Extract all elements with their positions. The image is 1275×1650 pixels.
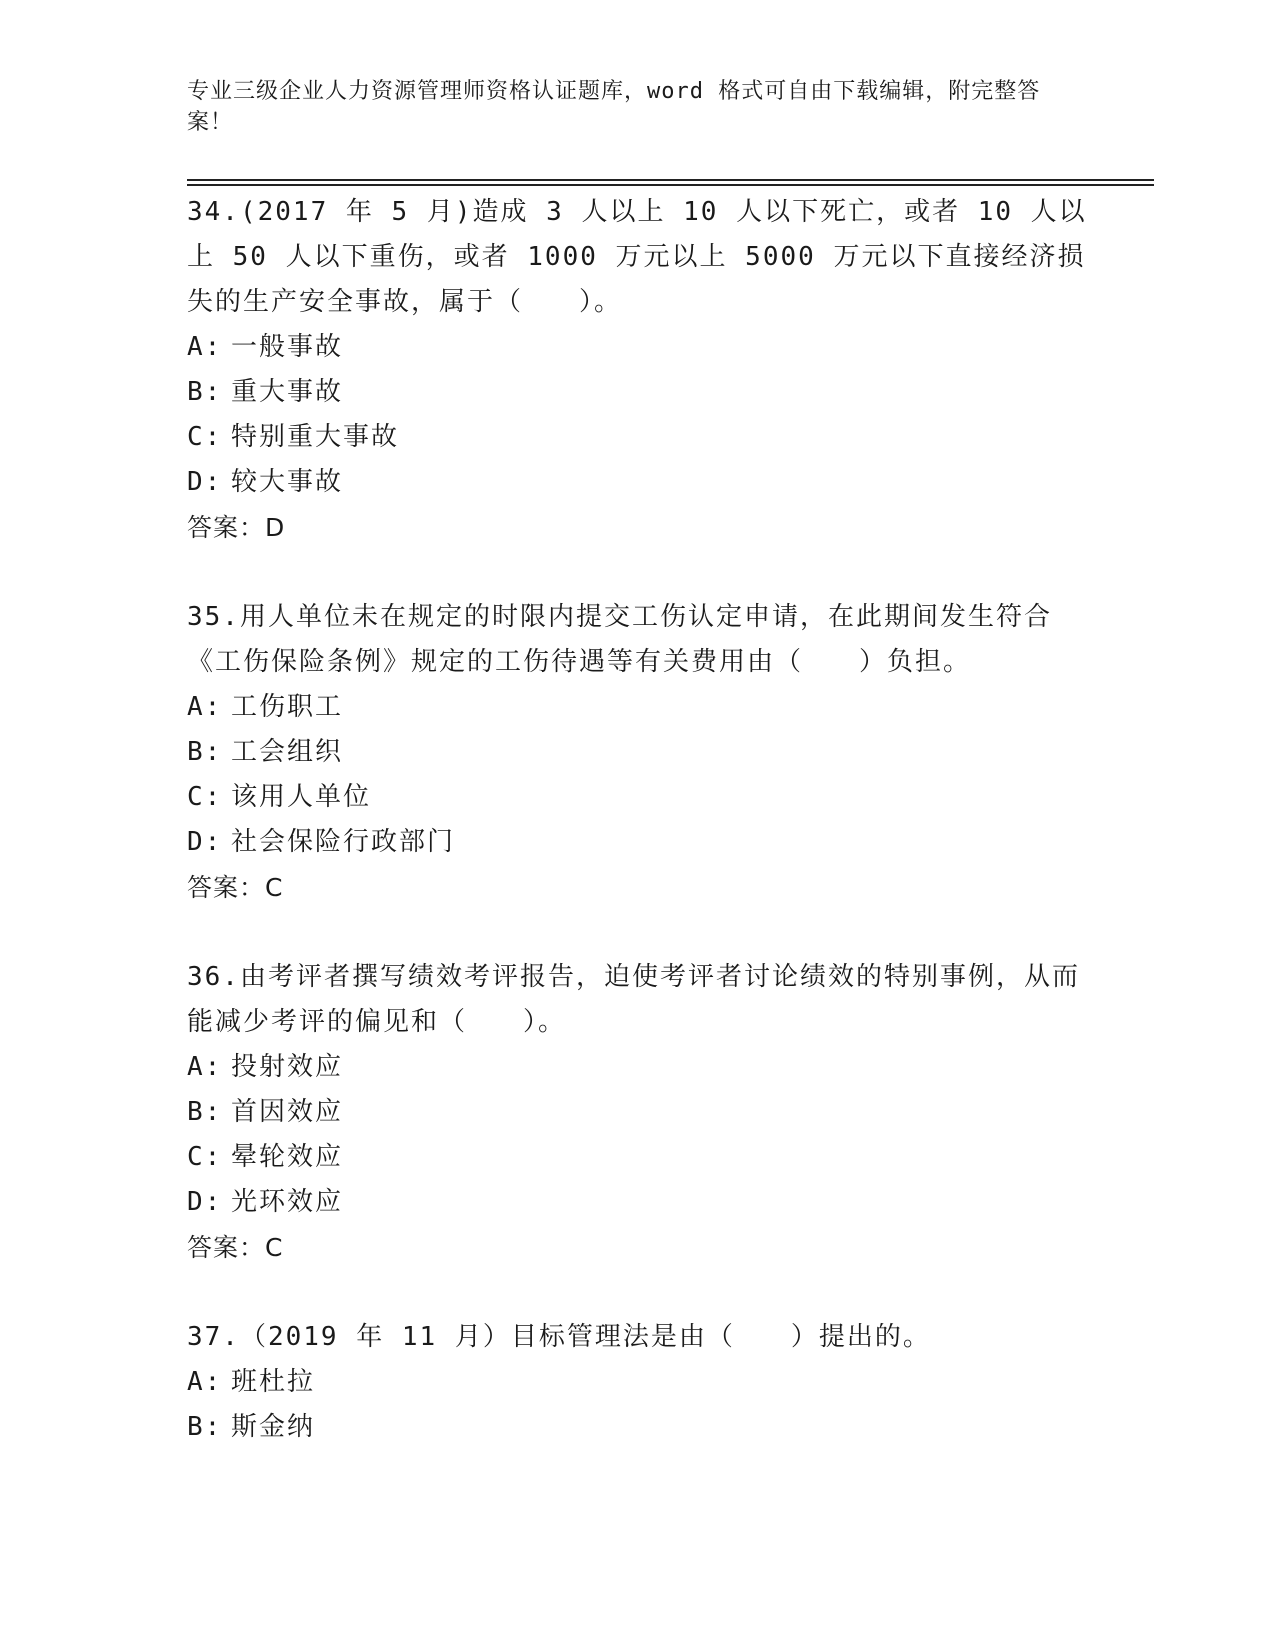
option-text: 首因效应	[231, 1097, 344, 1127]
option-d	[187, 820, 1087, 865]
option-letter: C:	[187, 1142, 223, 1172]
question-36	[187, 955, 1087, 1270]
option-letter: A:	[187, 1052, 223, 1082]
option-letter: D:	[187, 827, 223, 857]
option-letter: B:	[187, 1412, 223, 1442]
option-text: 社会保险行政部门	[231, 827, 456, 857]
option-a	[187, 1360, 1087, 1405]
option-b	[187, 370, 1087, 415]
option-letter: B:	[187, 1097, 223, 1127]
option-text: 重大事故	[231, 377, 344, 407]
option-text: 该用人单位	[231, 782, 372, 812]
question-34	[187, 190, 1087, 550]
question-stem: 36.由考评者撰写绩效考评报告，迫使考评者讨论绩效的特别事例，从而能减少考评的偏见和（ ）。	[187, 962, 1080, 1037]
option-a	[187, 1045, 1087, 1090]
question-35	[187, 595, 1087, 910]
option-a	[187, 325, 1087, 370]
option-c	[187, 415, 1087, 460]
option-text: 一般事故	[231, 332, 344, 362]
option-d	[187, 1180, 1087, 1225]
option-d	[187, 460, 1087, 505]
header-rule-top	[187, 179, 1154, 181]
option-letter: D:	[187, 1187, 223, 1217]
option-c	[187, 1135, 1087, 1180]
option-text: 投射效应	[231, 1052, 344, 1082]
option-letter: A:	[187, 332, 223, 362]
option-letter: A:	[187, 1367, 223, 1397]
option-letter: A:	[187, 692, 223, 722]
option-text: 斯金纳	[231, 1412, 316, 1442]
question-stem: 35.用人单位未在规定的时限内提交工伤认定申请，在此期间发生符合《工伤保险条例》规定的工伤待遇等有关费用由（ ）负担。	[187, 602, 1052, 677]
question-list	[187, 190, 1087, 1495]
option-letter: C:	[187, 782, 223, 812]
option-b	[187, 730, 1087, 775]
header-rule-bottom	[187, 184, 1154, 186]
option-text: 特别重大事故	[231, 422, 400, 452]
option-b	[187, 1405, 1087, 1450]
option-text: 班杜拉	[231, 1367, 316, 1397]
option-text: 晕轮效应	[231, 1142, 344, 1172]
option-a	[187, 685, 1087, 730]
option-text: 工会组织	[231, 737, 344, 767]
question-37	[187, 1315, 1087, 1450]
option-c	[187, 775, 1087, 820]
question-stem: 34.(2017 年 5 月)造成 3 人以上 10 人以下死亡，或者 10 人以上 50 人以下重伤，或者 1000 万元以上 5000 万元以下直接经济损失的生产安全事故，属于（ ）。	[187, 197, 1087, 317]
option-letter: B:	[187, 737, 223, 767]
option-letter: C:	[187, 422, 223, 452]
option-text: 光环效应	[231, 1187, 344, 1217]
option-b	[187, 1090, 1087, 1135]
answer-line: 答案：C	[187, 1233, 284, 1262]
option-text: 工伤职工	[231, 692, 344, 722]
answer-line: 答案：C	[187, 873, 284, 902]
option-letter: D:	[187, 467, 223, 497]
question-stem: 37.（2019 年 11 月）目标管理法是由（ ）提出的。	[187, 1322, 931, 1352]
option-text: 较大事故	[231, 467, 344, 497]
option-letter: B:	[187, 377, 223, 407]
answer-line: 答案：D	[187, 513, 286, 542]
header-note: 专业三级企业人力资源管理师资格认证题库，word 格式可自由下载编辑，附完整答案！	[187, 79, 1041, 135]
